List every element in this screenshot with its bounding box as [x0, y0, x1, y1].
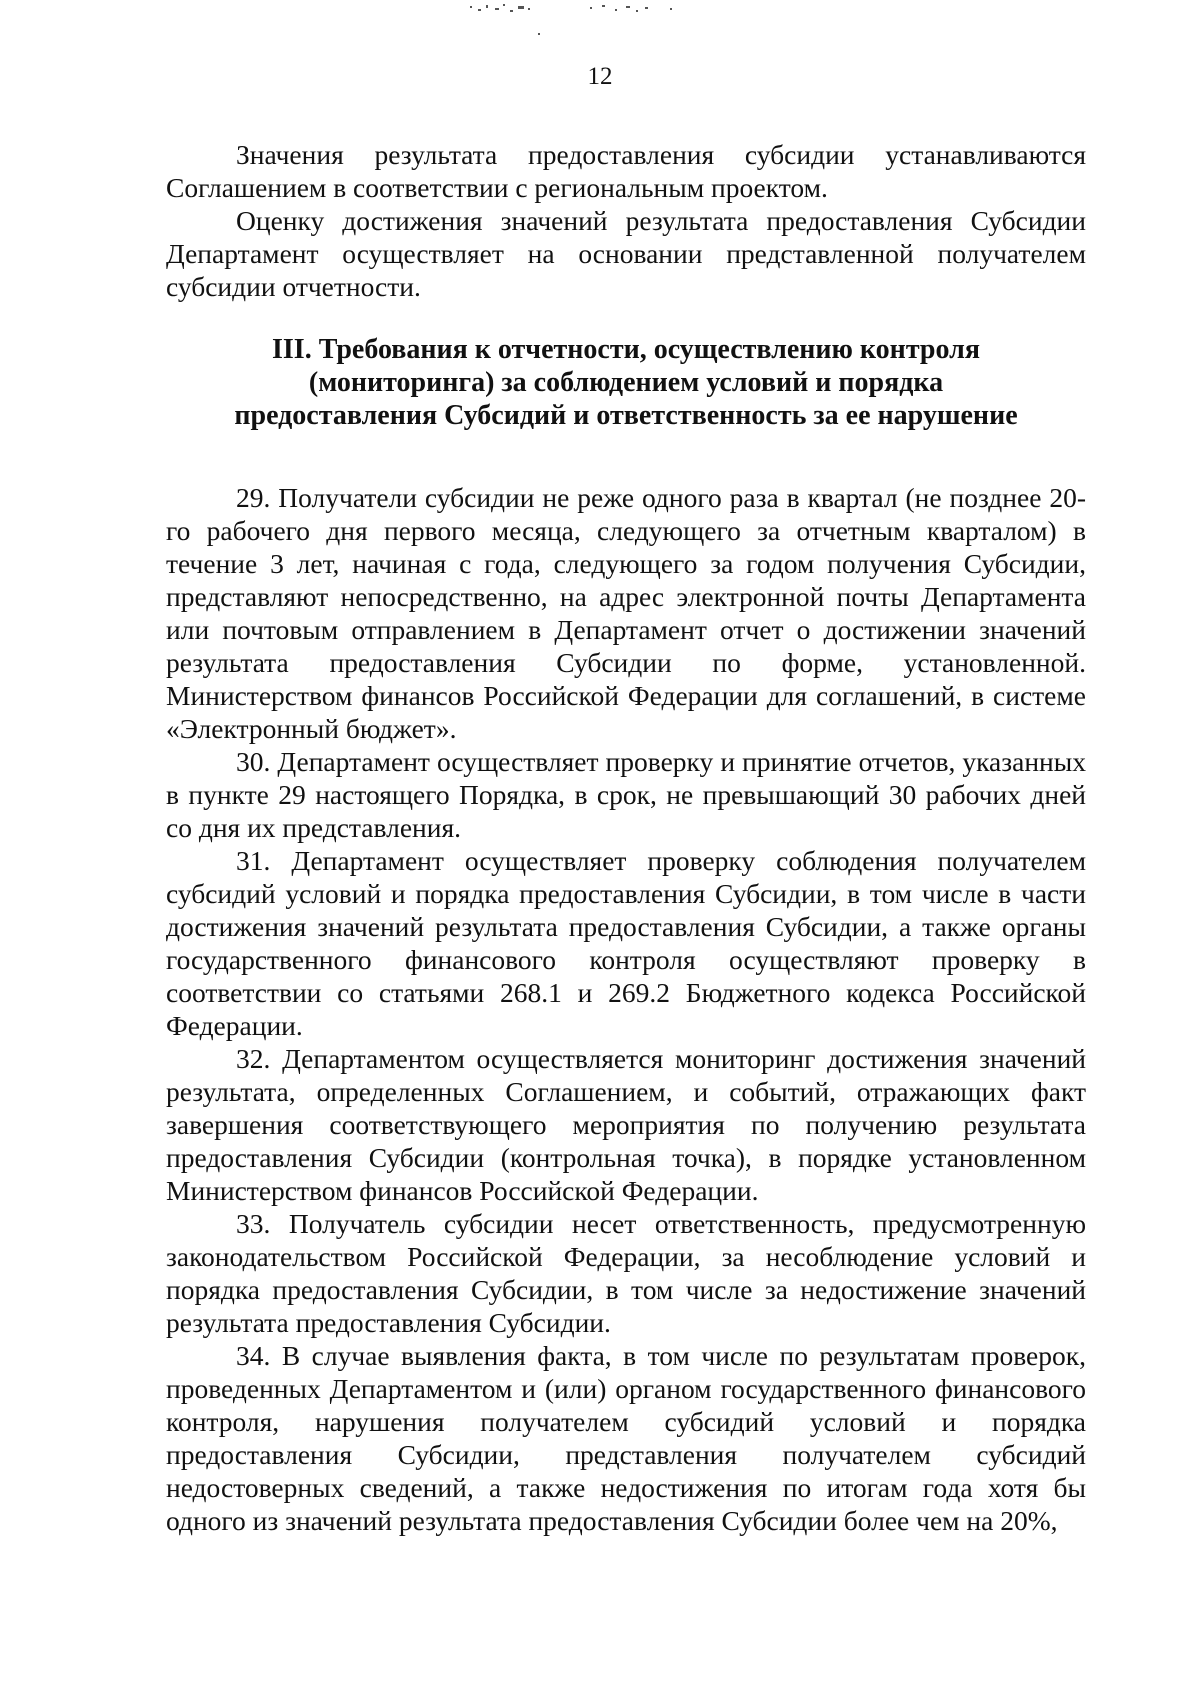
- section-heading-line-2: (мониторинга) за соблюдением условий и порядка: [308, 367, 944, 398]
- clause-31: 31. Департамент осуществляет проверку соблюдения получателем субсидий условий и порядка предоставления Субсидии, в том числе в части достижения значений результата предоставления Субсидии, а также органы государственного финансового контроля осуществляют проверку в соответствии со статьями 268.1 и 269.2 Бюджетного кодекса Российской Федерации.: [166, 845, 1086, 1041]
- section-heading-line-3: предоставления Субсидий и ответственность за ее нарушение: [234, 400, 1018, 431]
- clause-32: 32. Департаментом осуществляется мониторинг достижения значений результата, определенных Соглашением, и событий, отражающих факт завершения соответствующего мероприятия по получению результата предоставления Субсидии (контрольная точка), в порядке установленном Министерством финансов Российской Федерации.: [166, 1043, 1086, 1206]
- section-heading-line-1: III. Требования к отчетности, осуществлению контроля: [272, 334, 980, 365]
- section-heading: [166, 333, 1086, 432]
- page-number: 12: [587, 63, 613, 90]
- clause-29: 29. Получатели субсидии не реже одного раза в квартал (не позднее 20-го рабочего дня первого месяца, следующего за отчетным кварталом) в течение 3 лет, начиная с года, следующего за годом получения Субсидии, представляют непосредственно, на адрес электронной почты Департамента или почтовым отправлением в Департамент отчет о достижении значений результата предоставления Субсидии по форме, установленной. Министерством финансов Российской Федерации для соглашений, в системе «Электронный бюджет».: [166, 482, 1086, 744]
- intro-paragraph-2: Оценку достижения значений результата предоставления Субсидии Департамент осуществляет на основании представленной получателем субсидии отчетности.: [166, 205, 1086, 302]
- clause-33: 33. Получатель субсидии несет ответственность, предусмотренную законодательством Российской Федерации, за несоблюдение условий и порядка предоставления Субсидии, в том числе за недостижение значений результата предоставления Субсидии.: [166, 1208, 1086, 1338]
- document-body: [166, 138, 1086, 1537]
- clause-34: 34. В случае выявления факта, в том числе по результатам проверок, проведенных Департаментом и (или) органом государственного финансового контроля, нарушения получателем субсидий условий и порядка предоставления Субсидии, представления получателем субсидий недостоверных сведений, а также недостижения по итогам года хотя бы одного из значений результата предоставления Субсидии более чем на 20%,: [166, 1340, 1086, 1536]
- clause-30: 30. Департамент осуществляет проверку и принятие отчетов, указанных в пункте 29 настоящего Порядка, в срок, не превышающий 30 рабочих дней со дня их представления.: [166, 746, 1086, 843]
- scan-artifact: [440, 0, 780, 40]
- intro-paragraph-1: Значения результата предоставления субсидии устанавливаются Соглашением в соответствии с региональным проектом.: [166, 139, 1086, 203]
